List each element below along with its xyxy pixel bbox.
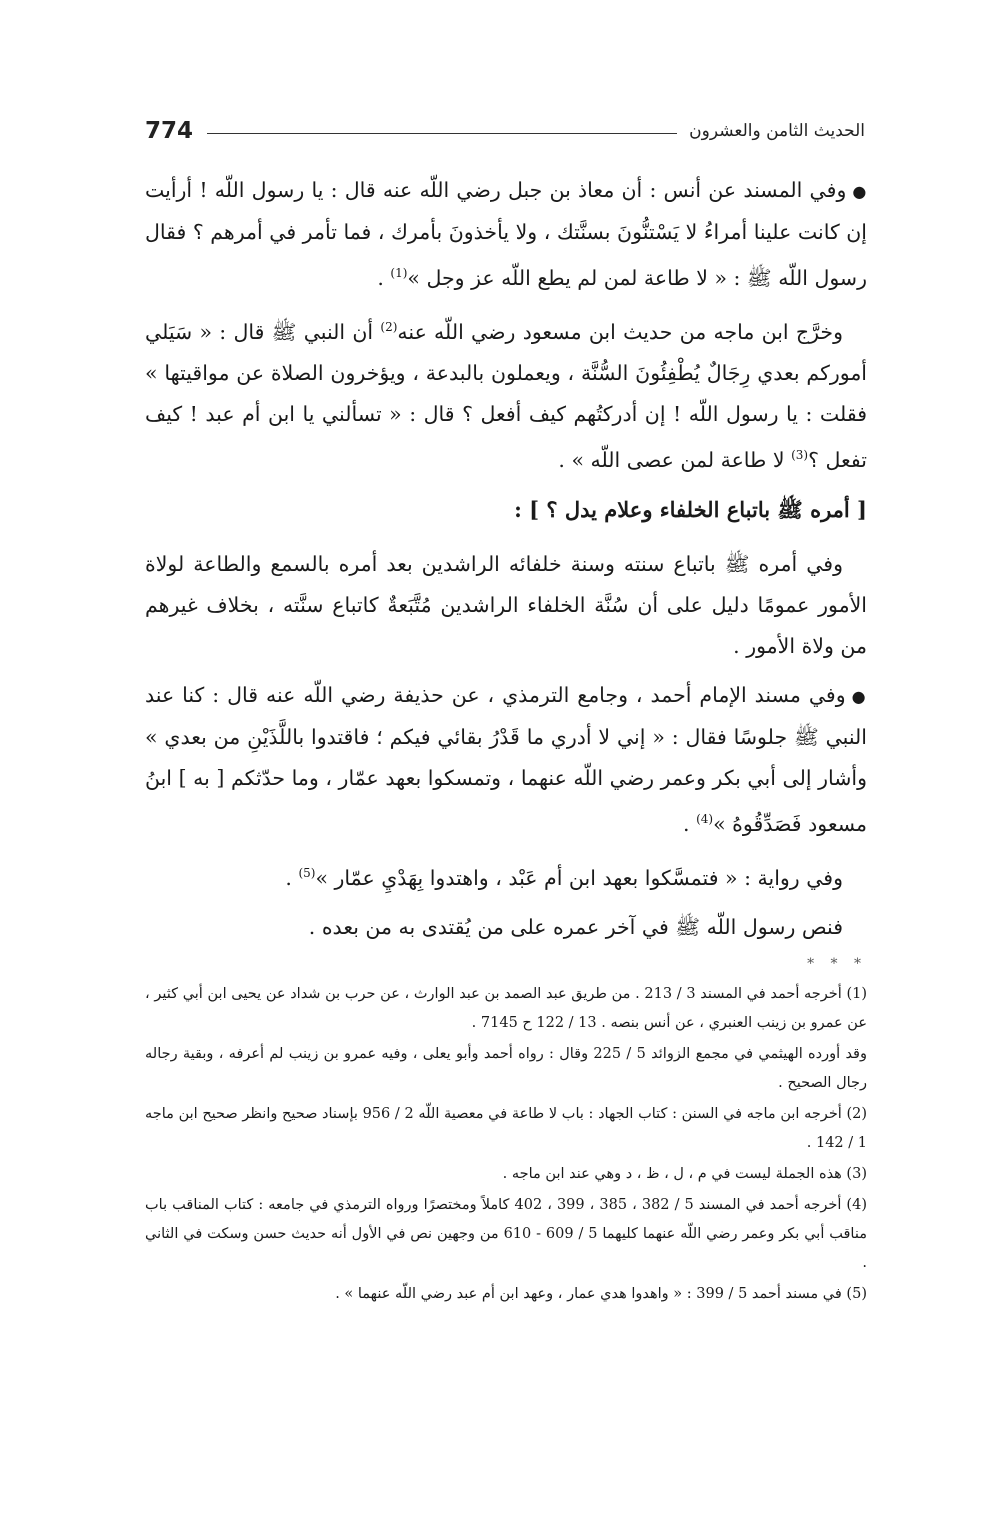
running-title: الحديث الثامن والعشرون <box>689 121 865 141</box>
paragraph-3: وفي أمره ﷺ باتباع سنته وسنة خلفائه الراشدين بعد أمره بالسمع والطاعة لولاة الأمور عمومًا دليل على أن سُنَّة الخلفاء الراشدين مُتَّبَعةٌ كاتباع سنَّته ، بخلاف غيرهم من ولاة الأمور . <box>145 552 867 659</box>
footnote-ref[interactable]: (3) <box>791 447 809 462</box>
footnote-ref[interactable]: (1) <box>390 266 408 280</box>
footnote-ref[interactable]: (5) <box>298 866 316 881</box>
footnote-3: (3) هذه الجملة ليست في م ، ل ، ظ ، د وهي عند ابن ماجه . <box>502 1166 867 1182</box>
footnote-1: (1) أخرجه أحمد في المسند 3 / 213 . من طريق عبد الصمد بن عبد الوارث ، عن حرب بن شداد عن يحيى ابن أبي كثير ، عن عمرو بن زينب العنبري ، عن أنس بنصه . 13 / 122 ح 7145 . <box>145 986 868 1031</box>
paragraph-4: ●وفي مسند الإمام أحمد ، وجامع الترمذي ، عن حذيفة رضي اللّه عنه قال : كنا عند النبي ﷺ جلوسًا فقال : « إني لا أدري ما قَدْرُ بقائي فيكم ؛ فاقتدوا باللَّذَيْنِ من بعدي » وأشار إلى أبي بكر وعمر رضي اللّه عنهما ، وتمسكوا بعهد عمّار ، وما حدّثكم [ به ] ابنُ مسعود فَصَدِّقُوهُ »$^{(4)}$ . <box>145 683 867 837</box>
page-header <box>145 114 865 148</box>
bullet-icon: ● <box>852 182 867 201</box>
paragraph-2: وخرَّج ابن ماجه من حديث ابن مسعود رضي اللّه عنه$^{(2)}$ أن النبي ﷺ قال : « سَيَلي أموركم بعدي رِجَالٌ يُطْفِئُونَ السُّنَّة ، ويعملون بالبدعة ، ويؤخرون الصلاة عن مواقيتها » فقلت : يا رسول اللّه ! إن أدركتُهم كيف أفعل ؟ قال : « تسألني يا ابن أم عبد ! كيف تفعل ؟$^{(3)}$ لا طاعة لمن عصى اللّه » . <box>145 319 867 472</box>
footnote-5: (5) في مسند أحمد 5 / 399 : « واهدوا هدي عمار ، وعهد ابن أم عبد رضي اللّه عنهما » . <box>335 1286 867 1302</box>
paragraph-1: ●وفي المسند عن أنس : أن معاذ بن جبل رضي اللّه عنه قال : يا رسول اللّه ! أرأيت إن كانت علينا أمراءُ لا يَسْتنُّونَ بسنَّتك ، ولا يأخذونَ بأمرك ، فما تأمر في أمرهم ؟ فقال رسول اللّه ﷺ : « لا طاعة لمن لم يطع اللّه عز وجل »$^{(1)}$ . <box>145 178 867 290</box>
footnotes <box>145 980 867 1311</box>
footnote-1-continued: وقد أورده الهيثمي في مجمع الزوائد 5 / 225 وقال : رواه أحمد وأبو يعلى ، وفيه عمرو بن زينب لم أعرفه ، وبقية رجاله رجال الصحيح . <box>145 1046 867 1091</box>
footnote-ref[interactable]: (2) <box>380 319 398 334</box>
paragraph-5: وفي رواية : « فتمسَّكوا بعهد ابن أم عَبْد ، واهتدوا بِهَدْيِ عمّار »$^{(5)}$ . <box>285 866 843 891</box>
footnote-4: (4) أخرجه أحمد في المسند 5 / 382 ، 385 ، 399 ، 402 كاملاً ومختصرًا ورواه الترمذي في جامعه : كتاب المناقب باب مناقب أبي بكر وعمر رضي اللّه عنهما كليهما 5 / 609 - 610 من وجهين نص في الأول أنه حديث حسن وسكت في الثاني . <box>145 1197 867 1271</box>
page-number: 774 <box>145 118 194 144</box>
paragraph-6: فنص رسول اللّه ﷺ في آخر عمره على من يُقتدى به من بعده . <box>308 915 843 940</box>
footnote-2: (2) أخرجه ابن ماجه في السنن : كتاب الجهاد : باب لا طاعة في معصية اللّه 2 / 956 بإسناد صحيح وانظر صحيح ابن ماجه 1 / 142 . <box>145 1106 868 1151</box>
section-heading: [ أمره ﷺ باتباع الخلفاء وعلام يدل ؟ ] : <box>514 497 867 523</box>
main-text <box>145 170 867 972</box>
footnote-ref[interactable]: (4) <box>696 812 714 827</box>
bullet-icon: ● <box>851 687 867 707</box>
header-rule <box>207 133 677 134</box>
section-separator: * * * <box>807 956 867 973</box>
